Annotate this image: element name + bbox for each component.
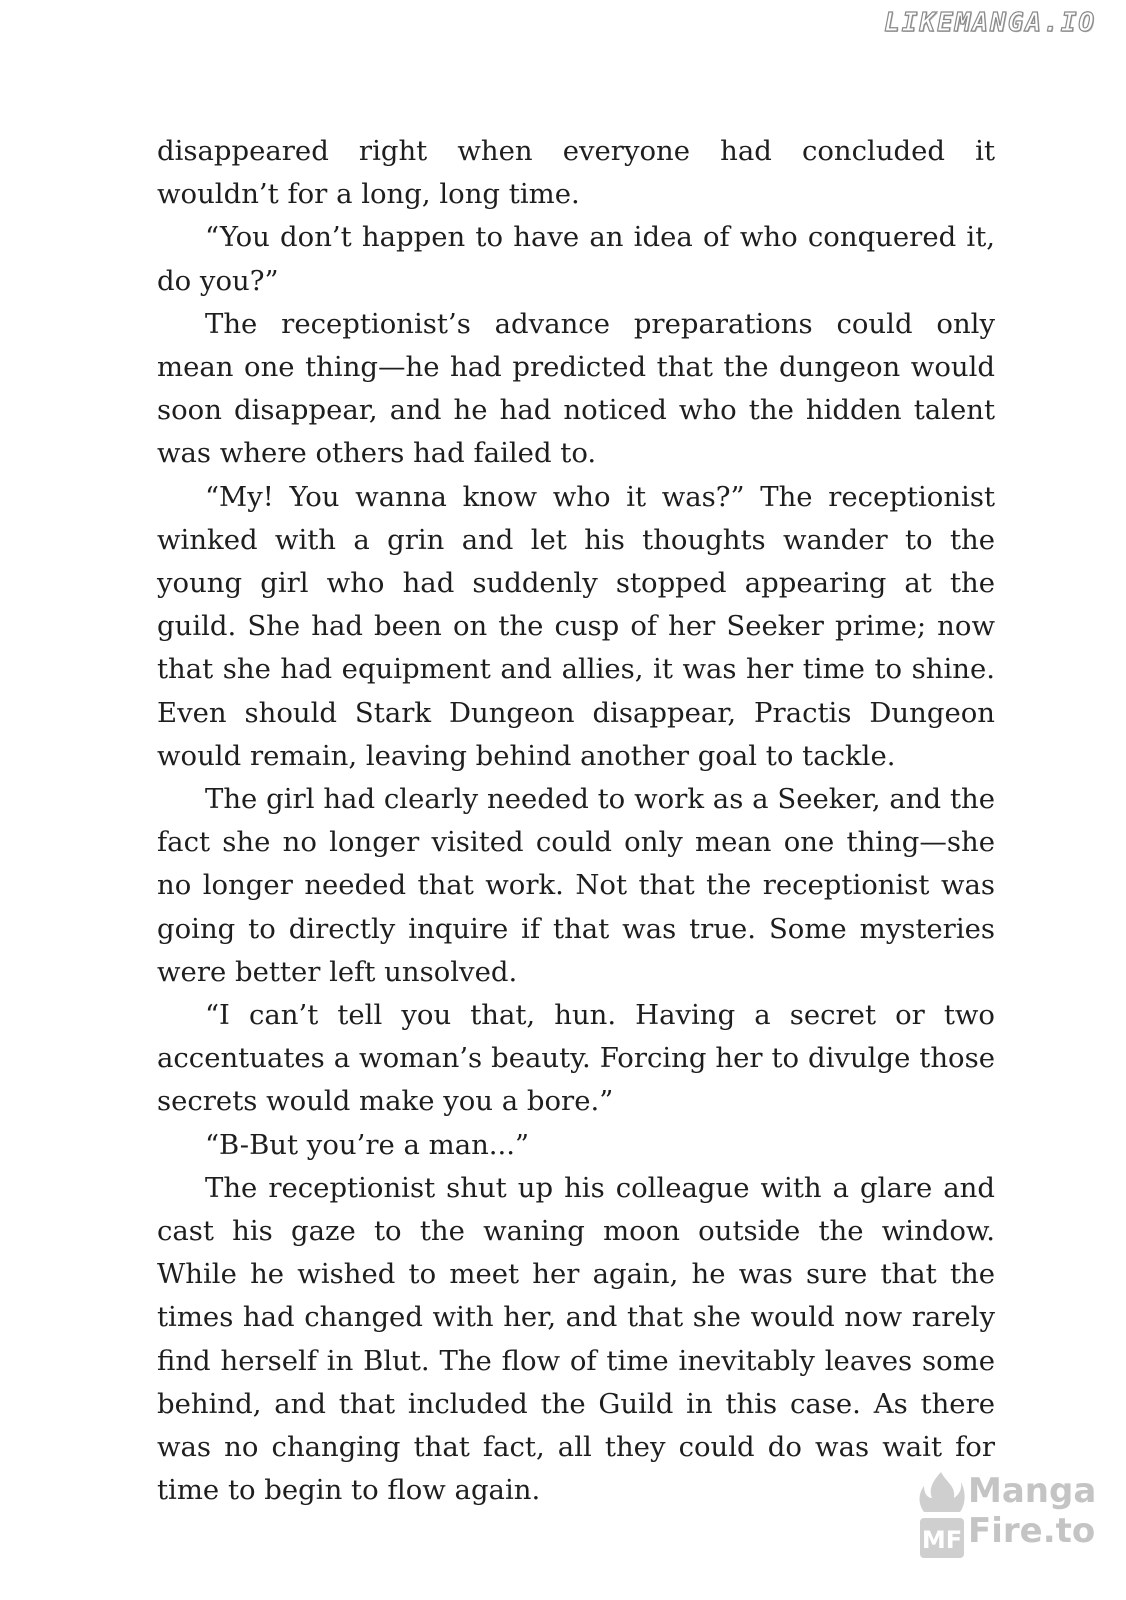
flame-icon [916,1468,966,1564]
paragraph-4: “My! You wanna know who it was?” The receptionist winked with a grin and let his thoughts wander to the young girl who had suddenly stopped appearing at the guild. She had been on the cusp of her Seeker prime; now that she had equipment and allies, it was her time to shine. Even should Stark Dungeon disappear, Practis Dungeon would remain, leaving behind another goal to tackle. [157,480,995,772]
mangafire-logo [916,1468,1097,1568]
logo-text-fire: Fire.to [968,1511,1096,1551]
paragraph-7: “B-But you’re a man...” [205,1128,530,1161]
page-body [157,130,995,1513]
paragraph-2: “You don’t happen to have an idea of who conquered it, do you?” [157,221,995,297]
paragraph-8: The receptionist shut up his colleague with a glare and cast his gaze to the waning moon outside the window. While he wished to meet her again, he was sure that the times had changed with her, and that she would now rarely find herself in Blut. The flow of time inevitably leaves some behind, and that included the Guild in this case. As there was no changing that fact, all they could do was wait for time to begin to flow again. [157,1171,995,1507]
watermark-likemanga: LIKEMANGA.IO [884,8,1096,38]
paragraph-3: The receptionist’s advance preparations could only mean one thing—he had predicted that the dungeon would soon disappear, and he had noticed who the hidden talent was where others had failed to. [157,307,995,470]
paragraph-5: The girl had clearly needed to work as a Seeker, and the fact she no longer visited could only mean one thing—she no longer needed that work. Not that the receptionist was going to directly inquire if that was true. Some mysteries were better left unsolved. [157,783,995,988]
paragraph-6: “I can’t tell you that, hun. Having a secret or two accentuates a woman’s beauty. Forcing her to divulge those secrets would make you a bore.” [157,999,995,1118]
logo-badge: MF [921,1526,963,1554]
logo-text-manga: Manga [968,1471,1097,1511]
paragraph-1: disappeared right when everyone had concluded it wouldn’t for a long, long time. [157,135,995,211]
